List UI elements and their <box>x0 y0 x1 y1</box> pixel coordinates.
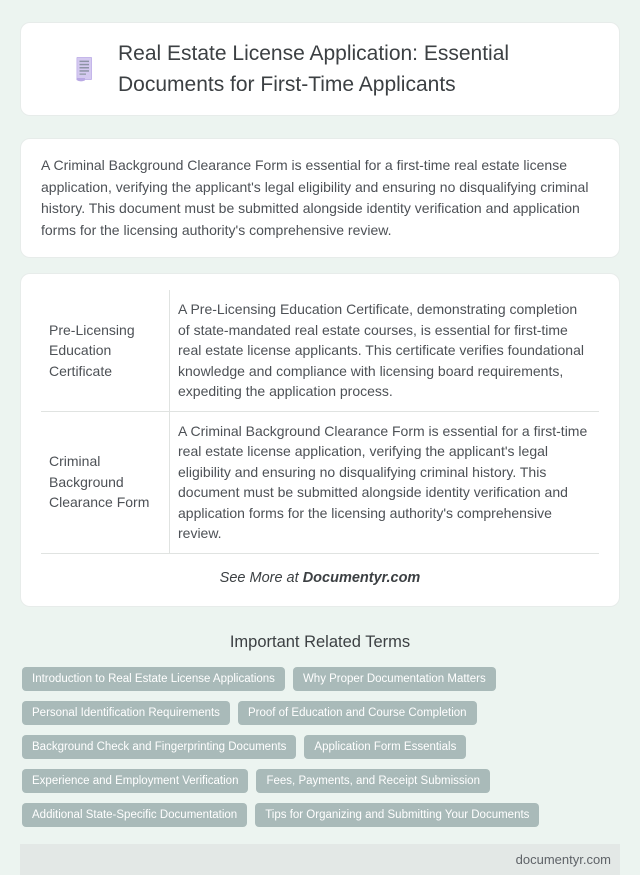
table-row <box>41 411 599 553</box>
receipt-icon <box>72 56 96 83</box>
summary-card <box>20 138 620 258</box>
document-description: A Pre-Licensing Education Certificate, demonstrating completion of state-mandated real estate courses, is essential for first-time real estate license applicants. This certificate verifies foundational knowledge and compliance with licensing board requirements, expediting the application process. <box>170 290 600 411</box>
see-more-brand: Documentyr.com <box>302 569 421 586</box>
tag-introduction[interactable]: Introduction to Real Estate License Applications <box>22 667 285 691</box>
footer-bar <box>20 844 620 875</box>
tag-row <box>22 667 622 691</box>
documents-table <box>41 290 599 554</box>
see-more-prefix: See More at <box>219 569 299 586</box>
tag-proof-of-education[interactable]: Proof of Education and Course Completion <box>238 701 477 725</box>
page-title: Real Estate License Application: Essential Documents for First-Time Applicants <box>118 42 510 96</box>
table-row <box>41 290 599 411</box>
tag-tips-for-organizing[interactable]: Tips for Organizing and Submitting Your Documents <box>255 803 539 827</box>
related-terms-heading: Important Related Terms <box>229 632 411 651</box>
documents-card <box>20 273 620 607</box>
see-more-line <box>41 570 599 586</box>
tag-why-documentation-matters[interactable]: Why Proper Documentation Matters <box>293 667 496 691</box>
tag-application-form-essentials[interactable]: Application Form Essentials <box>304 735 466 759</box>
tag-state-specific-documentation[interactable]: Additional State-Specific Documentation <box>22 803 247 827</box>
related-terms-tags <box>22 667 622 827</box>
tag-background-check[interactable]: Background Check and Fingerprinting Documents <box>22 735 296 759</box>
document-term: Criminal Background Clearance Form <box>41 411 170 553</box>
tag-fees-payments[interactable]: Fees, Payments, and Receipt Submission <box>256 769 490 793</box>
tag-personal-identification[interactable]: Personal Identification Requirements <box>22 701 230 725</box>
document-description: A Criminal Background Clearance Form is essential for a first-time real estate license application, verifying the applicant's legal eligibility and ensuring no disqualifying criminal history. This document must be submitted alongside identity verification and application forms for the licensing authority's comprehensive review. <box>170 411 600 553</box>
tag-experience-verification[interactable]: Experience and Employment Verification <box>22 769 248 793</box>
header-card <box>20 22 620 116</box>
document-term: Pre-Licensing Education Certificate <box>41 290 170 411</box>
tag-row <box>22 769 622 793</box>
tag-row <box>22 803 622 827</box>
summary-text: A Criminal Background Clearance Form is essential for a first-time real estate license application, verifying the applicant's legal eligibility and ensuring no disqualifying criminal history. This document must be submitted alongside identity verification and application forms for the licensing authority's comprehensive review. <box>41 157 589 238</box>
tag-row <box>22 701 622 725</box>
footer-site-name: documentyr.com <box>515 851 611 867</box>
tag-row <box>22 735 622 759</box>
